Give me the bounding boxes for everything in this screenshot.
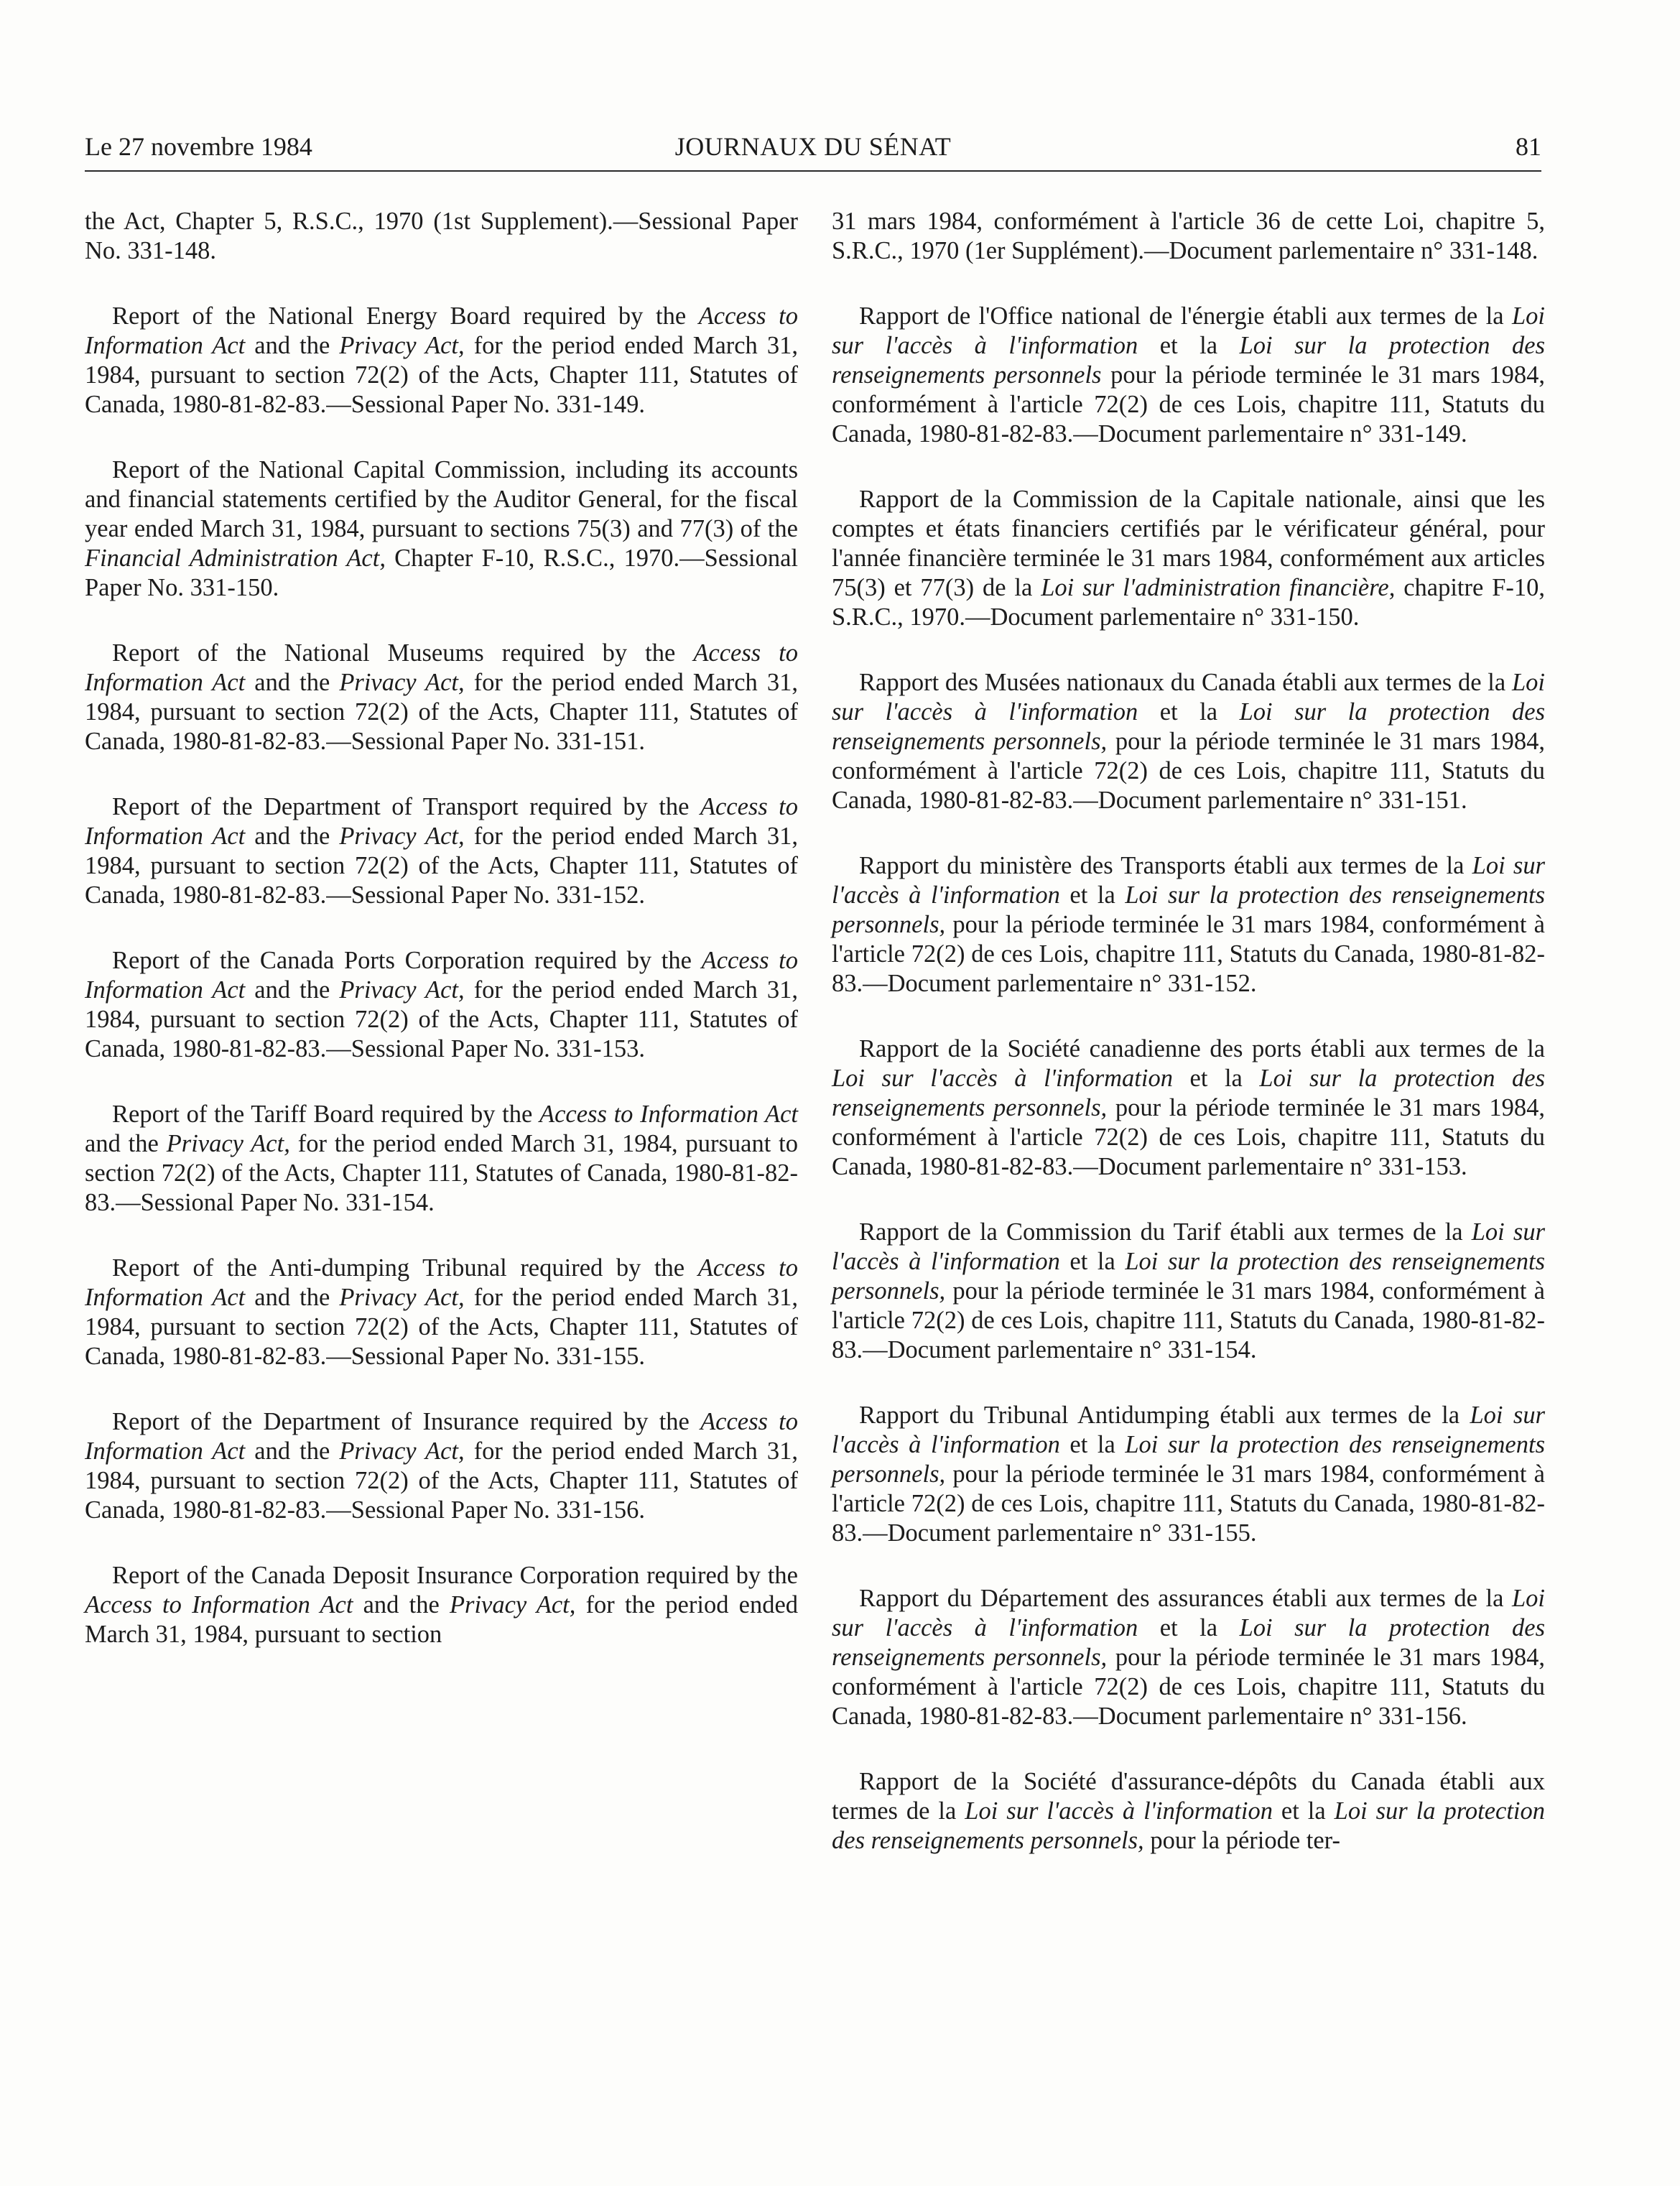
paragraph-gap [85, 910, 798, 946]
italic-act-title: Privacy Act, [166, 1130, 290, 1157]
italic-act-title: Privacy Act, [449, 1591, 576, 1618]
paragraph-text: Rapport de l'Office national de l'énergie établi aux termes de la [859, 302, 1512, 330]
fr-paragraph-3 [832, 668, 1545, 815]
fr-paragraph-5 [832, 1034, 1545, 1182]
paragraph-text: Chapter F-10, R.S.C., 1970.—Sessional Paper No. 331-150. [85, 545, 798, 601]
paragraph-text: Report of the Department of Transport required by the [112, 793, 700, 820]
italic-act-title: Loi sur l'accès à l'information [832, 1402, 1546, 1458]
paragraph-text: and the [245, 332, 340, 359]
paragraph-text: and the [245, 669, 340, 696]
en-paragraph-3 [85, 639, 798, 756]
paragraph-text: and the [245, 1437, 340, 1465]
fr-paragraph-2 [832, 485, 1545, 632]
en-paragraph-7 [85, 1254, 798, 1371]
paragraph-text: et la [1059, 881, 1126, 909]
paragraph-text: et la [1138, 332, 1240, 359]
paragraph-text: et la [1138, 698, 1240, 726]
paragraph-text: Report of the Canada Ports Corporation required by the [112, 947, 702, 974]
paragraph-text: Report of the Anti-dumping Tribunal required by the [112, 1254, 698, 1282]
italic-act-title: Loi sur la protection des renseignements personnels [832, 332, 1545, 389]
en-paragraph-9 [85, 1561, 798, 1649]
page-number: 81 [1516, 132, 1541, 161]
paragraph-gap [832, 1731, 1545, 1767]
italic-act-title: Privacy Act, [339, 332, 465, 359]
paragraph-text: and the [245, 823, 340, 850]
paragraph-text: Rapport du ministère des Transports établi aux termes de la [859, 852, 1472, 879]
paragraph-text: chapitre F-10, S.R.C., 1970.—Document parlementaire n° 331-150. [832, 574, 1545, 631]
italic-act-title: Loi sur l'accès à l'information [832, 669, 1545, 726]
italic-act-title: Loi sur l'accès à l'information [832, 852, 1546, 909]
en-paragraph-4 [85, 792, 798, 910]
italic-act-title: Privacy Act, [339, 823, 465, 850]
en-paragraph-2 [85, 455, 798, 603]
fr-paragraph-8 [832, 1584, 1545, 1731]
paragraph-gap [85, 420, 798, 455]
paragraph-text: pour la période terminée le 31 mars 1984, conformément à l'article 72(2) de ces Lois, chapitre 111, Statuts du Canada, 1980-81-82-83.—Document parlementaire n° 331-156. [832, 1644, 1545, 1730]
paragraph-gap [85, 1218, 798, 1254]
paragraph-text: Report of the Department of Insurance required by the [112, 1408, 701, 1435]
paragraph-gap [85, 603, 798, 639]
italic-act-title: Access to Information Act [85, 1591, 353, 1618]
paragraph-text: pour la période terminée le 31 mars 1984, conformément à l'article 72(2) de ces Lois, chapitre 111, Statuts du Canada, 1980-81-82-83.—Document parlementaire n° 331-154. [832, 1277, 1545, 1363]
italic-act-title: Loi sur l'accès à l'information [832, 1585, 1545, 1641]
paragraph-text: et la [1059, 1431, 1126, 1458]
paragraph-gap [832, 1182, 1545, 1218]
paragraph-text: Rapport de la Commission de la Capitale nationale, ainsi que les comptes et états financiers certifiés par le vérificateur général, pour l'année financière terminée le 31 mars 1984, conformément aux articles 75(3) et 77(3) de la [832, 486, 1545, 601]
italic-act-title: Loi sur la protection des renseignements personnels, [832, 1431, 1545, 1488]
paragraph-text: for the period ended March 31, 1984, pursuant to section 72(2) of the Acts, Chapter 111, Statutes of Canada, 1980-81-82-83.—Sessional Paper No. 331-153. [85, 976, 798, 1062]
paragraph-text: et la [1172, 1065, 1260, 1092]
en-paragraph-6 [85, 1100, 798, 1218]
italic-act-title: Loi sur l'administration financière, [1041, 574, 1396, 601]
paragraph-text: Rapport de la Société d'assurance-dépôts du Canada établi aux termes de la [832, 1768, 1545, 1825]
french-column [832, 207, 1545, 1856]
italic-act-title: Access to Information Act [85, 302, 798, 359]
paragraph-text: Rapport des Musées nationaux du Canada établi aux termes de la [859, 669, 1512, 696]
en-paragraph-5 [85, 946, 798, 1064]
en-paragraph-0 [85, 207, 798, 266]
paragraph-text: and the [245, 976, 340, 1004]
paragraph-gap [832, 999, 1545, 1034]
italic-act-title: Privacy Act, [339, 976, 465, 1004]
paragraph-text: Report of the National Museums required by the [112, 639, 694, 667]
italic-act-title: Loi sur la protection des renseignements personnels, [832, 881, 1545, 938]
paragraph-gap [85, 1064, 798, 1100]
fr-paragraph-7 [832, 1401, 1545, 1548]
italic-act-title: Loi sur l'accès à l'information [832, 1065, 1173, 1092]
italic-act-title: Loi sur l'accès à l'information [832, 302, 1545, 359]
paragraph-text: Rapport de la Commission du Tarif établi aux termes de la [859, 1218, 1472, 1246]
fr-paragraph-9 [832, 1767, 1545, 1856]
italic-act-title: Financial Administration Act, [85, 545, 386, 572]
paragraph-text: et la [1138, 1614, 1240, 1641]
italic-act-title: Privacy Act, [339, 1437, 465, 1465]
paragraph-text: for the period ended March 31, 1984, pursuant to section 72(2) of the Acts, Chapter 111, Statutes of Canada, 1980-81-82-83.—Sessional Paper No. 331-151. [85, 669, 798, 755]
paragraph-text: for the period ended March 31, 1984, pursuant to section 72(2) of the Acts, Chapter 111, Statutes of Canada, 1980-81-82-83.—Sessional Paper No. 331-156. [85, 1437, 798, 1524]
paragraph-text: Report of the National Energy Board required by the [112, 302, 699, 330]
paragraph-gap [832, 1365, 1545, 1401]
paragraph-text: and the [245, 1284, 340, 1311]
paragraph-gap [85, 266, 798, 302]
italic-act-title: Access to Information Act [85, 639, 799, 696]
italic-act-title: Access to Information Act [85, 1254, 798, 1311]
italic-act-title: Loi sur la protection des renseignements personnels, [832, 1065, 1545, 1121]
paragraph-text: pour la période terminée le 31 mars 1984, conformément à l'article 72(2) de ces Lois, chapitre 111, Statuts du Canada, 1980-81-82-83.—Document parlementaire n° 331-151. [832, 728, 1545, 814]
header-date: Le 27 novembre 1984 [85, 132, 312, 161]
paragraph-text: for the period ended March 31, 1984, pursuant to section 72(2) of the Acts, Chapter 111, Statutes of Canada, 1980-81-82-83.—Sessional Paper No. 331-149. [85, 332, 798, 418]
paragraph-text: pour la période terminée le 31 mars 1984, conformément à l'article 72(2) de ces Lois, chapitre 111, Statuts du Canada, 1980-81-82-83.—Document parlementaire n° 331-155. [832, 1460, 1545, 1547]
italic-act-title: Loi sur la protection des renseignements personnels, [832, 1614, 1545, 1671]
paragraph-gap [832, 449, 1545, 485]
italic-act-title: Privacy Act, [339, 669, 465, 696]
paragraph-text: Report of the Canada Deposit Insurance Corporation required by the [112, 1562, 798, 1589]
paragraph-text: et la [1272, 1797, 1335, 1825]
paragraph-gap [85, 1525, 798, 1561]
italic-act-title: Access to Information Act [85, 793, 798, 850]
italic-act-title: Access to Information Act [85, 947, 799, 1004]
paragraph-text: Report of the National Capital Commission, including its accounts and financial statements certified by the Auditor General, for the fiscal year ended March 31, 1984, pursuant to sections 75(3) and 77(3) of the [85, 456, 798, 542]
paragraph-text: Rapport du Département des assurances établi aux termes de la [859, 1585, 1512, 1612]
en-paragraph-8 [85, 1407, 798, 1525]
fr-paragraph-4 [832, 851, 1545, 999]
paragraph-gap [832, 266, 1545, 302]
italic-act-title: Access to Information Act [539, 1101, 798, 1128]
journal-title: JOURNAUX DU SÉNAT [674, 132, 952, 161]
paragraph-gap [85, 1371, 798, 1407]
paragraph-text: for the period ended March 31, 1984, pursuant to section 72(2) of the Acts, Chapter 111, Statutes of Canada, 1980-81-82-83.—Sessional Paper No. 331-155. [85, 1284, 798, 1370]
italic-act-title: Loi sur la protection des renseignements personnels, [832, 1248, 1545, 1305]
fr-paragraph-6 [832, 1218, 1545, 1365]
paragraph-text: pour la période terminée le 31 mars 1984, conformément à l'article 72(2) de ces Lois, chapitre 111, Statuts du Canada, 1980-81-82-83.—Document parlementaire n° 331-153. [832, 1094, 1545, 1180]
italic-act-title: Loi sur la protection des renseignements personnels, [832, 1797, 1545, 1854]
paragraph-gap [832, 632, 1545, 668]
paragraph-text: pour la période terminée le 31 mars 1984, conformément à l'article 72(2) de ces Lois, chapitre 111, Statuts du Canada, 1980-81-82-83.—Document parlementaire n° 331-152. [832, 911, 1545, 997]
italic-act-title: Privacy Act, [339, 1284, 465, 1311]
paragraph-text: pour la période ter- [1143, 1827, 1340, 1854]
paragraph-text: 31 mars 1984, conformément à l'article 36 de cette Loi, chapitre 5, S.R.C., 1970 (1er Supplément).—Document parlementaire n° 331-148. [832, 208, 1545, 264]
paragraph-text: Report of the Tariff Board required by the [112, 1101, 540, 1128]
english-column [85, 207, 798, 1649]
paragraph-gap [832, 1548, 1545, 1584]
paragraph-text: pour la période terminée le 31 mars 1984, conformément à l'article 72(2) de ces Lois, chapitre 111, Statuts du Canada, 1980-81-82-83.—Document parlementaire n° 331-149. [832, 361, 1545, 448]
paragraph-text: for the period ended March 31, 1984, pursuant to section 72(2) of the Acts, Chapter 111, Statutes of Canada, 1980-81-82-83.—Sessional Paper No. 331-154. [85, 1130, 798, 1216]
paragraph-text: and the [85, 1130, 167, 1157]
italic-act-title: Loi sur l'accès à l'information [832, 1218, 1546, 1275]
paragraph-text: Rapport du Tribunal Antidumping établi aux termes de la [859, 1402, 1470, 1429]
paragraph-text: and the [353, 1591, 450, 1618]
en-paragraph-1 [85, 302, 798, 420]
paragraph-text: for the period ended March 31, 1984, pursuant to section [85, 1591, 799, 1648]
italic-act-title: Loi sur la protection des renseignements personnels, [832, 698, 1545, 755]
paragraph-text: Rapport de la Société canadienne des ports établi aux termes de la [859, 1035, 1545, 1062]
paragraph-gap [832, 815, 1545, 851]
header-rule [85, 170, 1541, 172]
paragraph-text: et la [1059, 1248, 1126, 1275]
paragraph-gap [85, 756, 798, 792]
page-header [85, 129, 1541, 164]
fr-paragraph-0 [832, 207, 1545, 266]
italic-act-title: Loi sur l'accès à l'information [965, 1797, 1273, 1825]
fr-paragraph-1 [832, 302, 1545, 449]
paragraph-text: for the period ended March 31, 1984, pursuant to section 72(2) of the Acts, Chapter 111, Statutes of Canada, 1980-81-82-83.—Sessional Paper No. 331-152. [85, 823, 798, 909]
italic-act-title: Access to Information Act [85, 1408, 798, 1465]
paragraph-text: the Act, Chapter 5, R.S.C., 1970 (1st Supplement).—Sessional Paper No. 331-148. [85, 208, 798, 264]
